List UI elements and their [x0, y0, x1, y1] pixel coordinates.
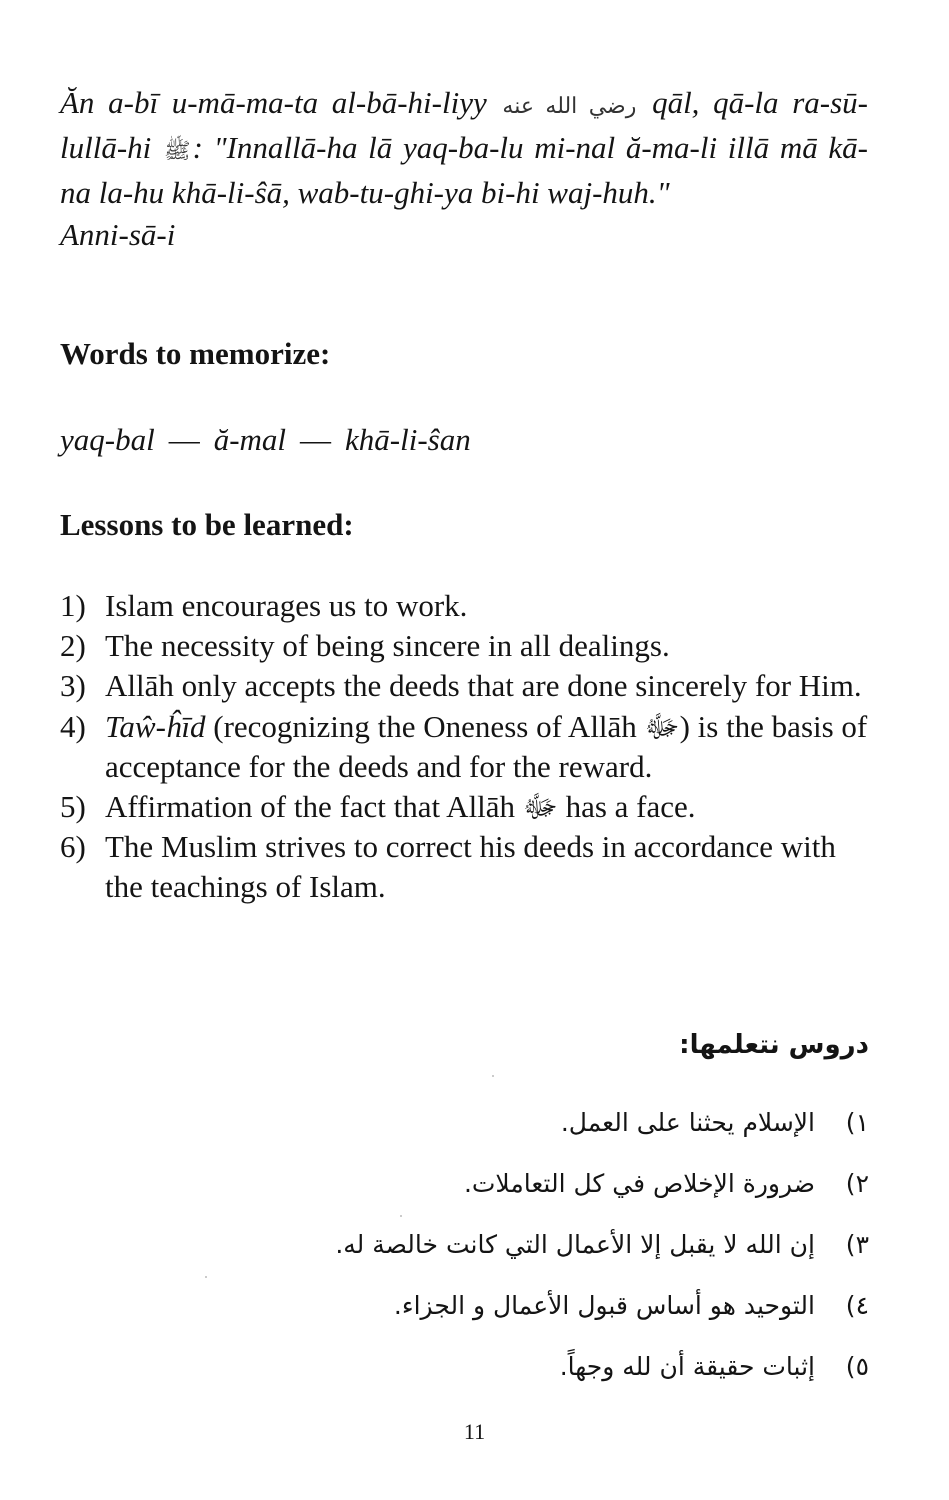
lesson-text: The necessity of being sincere in all dealings.: [105, 628, 670, 664]
arabic-lesson-item: [169, 1169, 869, 1230]
lesson-item: [60, 707, 880, 787]
arabic-lesson-item: [169, 1230, 869, 1291]
scan-speck: [205, 1276, 207, 1278]
hadith-line-2: : "Innallā-ha lā yaq-ba-lu mi-nal ă-ma-li illā mā kā-na la-hu khā-li-ŝā, wab-tu-ghi-ya bi-hi waj-huh.": [60, 130, 868, 210]
lesson-text: [105, 707, 880, 787]
honorific-radiyallahu: رضي الله عنه: [502, 93, 637, 118]
word-3: khā-li-ŝan: [345, 422, 471, 457]
lesson-number: 1): [60, 588, 86, 623]
lesson-text: Affirmation of the fact that Allāh ﷻ has a face.: [105, 789, 696, 825]
lesson-text-rest: (recognizing the Oneness of Allāh ﷻ) is the basis of acceptance for the deeds and for the reward.: [105, 708, 868, 784]
lesson-text: Islam encourages us to work.: [105, 588, 468, 623]
lesson-text: The Muslim strives to correct his deeds in accordance with the teachings of Islam.: [105, 829, 836, 905]
page-number: 11: [463, 1419, 486, 1444]
words-heading: Words to memorize:: [60, 336, 331, 371]
arabic-lessons-heading: دروس نتعلمها:: [679, 1030, 869, 1060]
lessons-list: [60, 586, 880, 908]
hadith-source: Anni-sā-i: [60, 217, 176, 252]
arabic-lesson-number: ٤): [845, 1291, 869, 1320]
lesson-item: [60, 827, 880, 907]
hadith-line-1b: qāl, qā-la ra-sū-lullā-hi: [60, 85, 869, 165]
lesson-item: [60, 586, 880, 626]
honorific-salla-allahu: ﷺ: [163, 138, 191, 163]
lesson-number: 4): [60, 708, 86, 744]
arabic-lesson-item: [169, 1291, 869, 1352]
arabic-lesson-text: إثبات حقيقة أن لله وجهاً.: [559, 1352, 815, 1381]
arabic-lesson-item: [169, 1352, 869, 1413]
lesson-number: 6): [60, 829, 86, 865]
arabic-lesson-text: إن الله لا يقبل إلا الأعمال التي كانت خالصة له.: [335, 1230, 815, 1259]
lessons-heading: Lessons to be learned:: [60, 507, 354, 542]
lesson-item: [60, 666, 880, 706]
arabic-lesson-text: ضرورة الإخلاص في كل التعاملات.: [463, 1169, 815, 1198]
word-2: ă-mal: [213, 422, 287, 457]
separator: —: [168, 422, 200, 457]
lesson-number: 5): [60, 789, 86, 825]
word-1: yaq-bal: [60, 422, 155, 457]
hadith-line-1: Ăn a-bī u-mā-ma-ta al-bā-hi-liyy: [60, 85, 487, 120]
arabic-lesson-text: التوحيد هو أساس قبول الأعمال و الجزاء.: [393, 1291, 815, 1320]
scan-speck: [492, 1075, 494, 1077]
lesson-number: 2): [60, 628, 86, 664]
separator: —: [300, 422, 332, 457]
arabic-lesson-number: ٣): [845, 1230, 869, 1259]
arabic-lesson-number: ١): [845, 1108, 869, 1137]
arabic-lesson-number: ٥): [845, 1352, 869, 1381]
lesson-item: [60, 626, 880, 666]
scan-speck: [400, 1215, 402, 1217]
arabic-lesson-number: ٢): [845, 1169, 869, 1198]
lesson-number: 3): [60, 668, 86, 704]
lesson-term: Taŵ-ĥīd: [105, 708, 206, 744]
arabic-lesson-item: [169, 1108, 869, 1169]
arabic-lessons-list: [169, 1108, 869, 1413]
hadith-transliteration: [60, 82, 868, 256]
arabic-lesson-text: الإسلام يحثنا على العمل.: [560, 1108, 815, 1137]
lesson-item: [60, 787, 880, 827]
words-to-memorize: [60, 422, 471, 458]
lesson-text: Allāh only accepts the deeds that are done sincerely for Him.: [105, 668, 862, 704]
